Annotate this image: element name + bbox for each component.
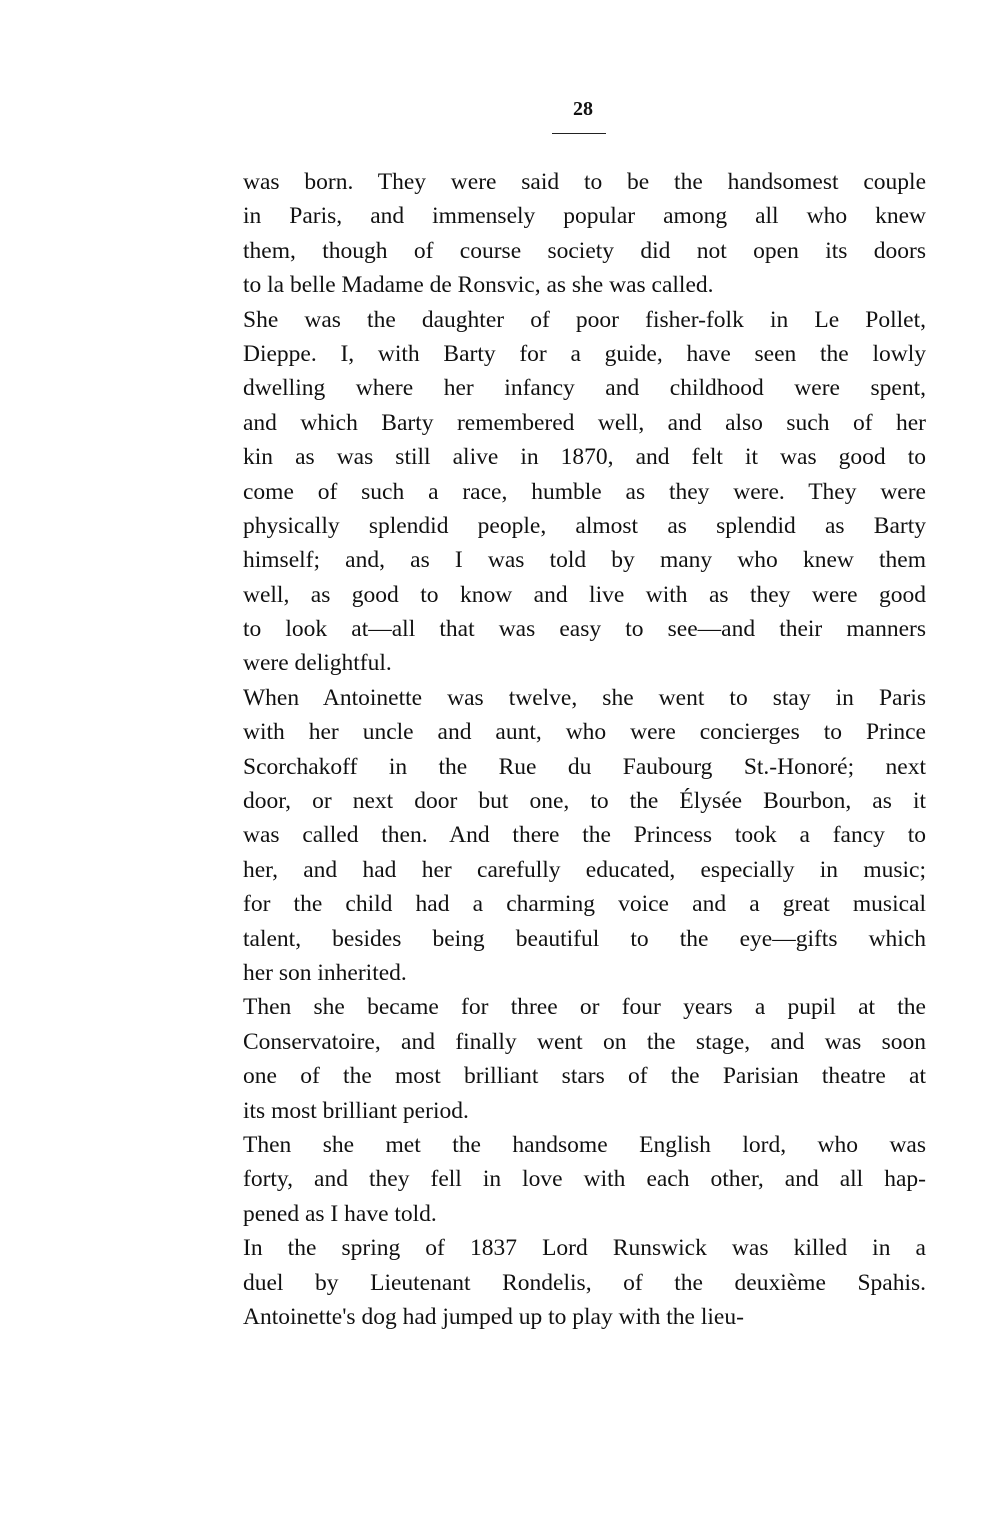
- text-line: himself; and, as I was told by many who knew them: [243, 547, 926, 574]
- text-line: In the spring of 1837 Lord Runswick was killed in a: [243, 1235, 926, 1262]
- paragraph: [243, 1231, 926, 1334]
- header-rule: [552, 133, 606, 134]
- text-line: and which Barty remembered well, and also such of her: [243, 409, 926, 436]
- text-line: was born. They were said to be the handsomest couple: [243, 169, 926, 195]
- text-line: Antoinette's dog had jumped up to play with the lieu-: [243, 1303, 744, 1330]
- text-line: She was the daughter of poor fisher-folk in Le Pollet,: [243, 306, 926, 333]
- text-line: Then she met the handsome English lord, who was: [243, 1131, 926, 1158]
- text-line: them, though of course society did not open its doors: [243, 237, 926, 264]
- text-line: pened as I have told.: [243, 1200, 437, 1227]
- text-line: Then she became for three or four years a pupil at the: [243, 994, 926, 1021]
- text-line: Scorchakoff in the Rue du Faubourg St.-Honoré; next: [243, 753, 926, 780]
- text-line: come of such a race, humble as they were. They were: [243, 478, 926, 505]
- paragraph: [243, 303, 926, 681]
- text-line: to look at—all that was easy to see—and their manners: [243, 616, 926, 643]
- paragraph: [243, 1128, 926, 1231]
- page-number: 28: [573, 98, 593, 120]
- text-line: her son inherited.: [243, 959, 407, 986]
- text-line: dwelling where her infancy and childhood were spent,: [243, 375, 926, 402]
- text-line: her, and had her carefully educated, especially in music;: [243, 856, 926, 883]
- text-line: forty, and they fell in love with each other, and all hap-: [243, 1166, 926, 1193]
- text-line: one of the most brilliant stars of the Parisian theatre at: [243, 1063, 926, 1090]
- text-line: When Antoinette was twelve, she went to stay in Paris: [243, 684, 926, 711]
- text-line: in Paris, and immensely popular among all who knew: [243, 203, 926, 230]
- text-line: to la belle Madame de Ronsvic, as she was called.: [243, 272, 714, 299]
- text-line: Dieppe. I, with Barty for a guide, have seen the lowly: [243, 340, 926, 367]
- text-line: door, or next door but one, to the Élysée Bourbon, as it: [243, 788, 926, 815]
- text-line: with her uncle and aunt, who were concierges to Prince: [243, 719, 926, 746]
- text-line: physically splendid people, almost as splendid as Barty: [243, 512, 926, 539]
- paragraph: [243, 990, 926, 1128]
- text-line: for the child had a charming voice and a great musical: [243, 891, 926, 918]
- paragraph: [243, 165, 926, 303]
- text-line: was called then. And there the Princess took a fancy to: [243, 822, 926, 849]
- text-line: well, as good to know and live with as they were good: [243, 581, 926, 608]
- text-line: its most brilliant period.: [243, 1097, 469, 1124]
- text-line: talent, besides being beautiful to the eye—gifts which: [243, 925, 926, 952]
- text-line: Conservatoire, and finally went on the stage, and was soon: [243, 1028, 926, 1055]
- text-line: were delightful.: [243, 650, 392, 677]
- text-line: kin as was still alive in 1870, and felt it was good to: [243, 444, 926, 471]
- body-text: [243, 165, 926, 1334]
- paragraph: [243, 681, 926, 991]
- text-line: duel by Lieutenant Rondelis, of the deuxième Spahis.: [243, 1269, 926, 1296]
